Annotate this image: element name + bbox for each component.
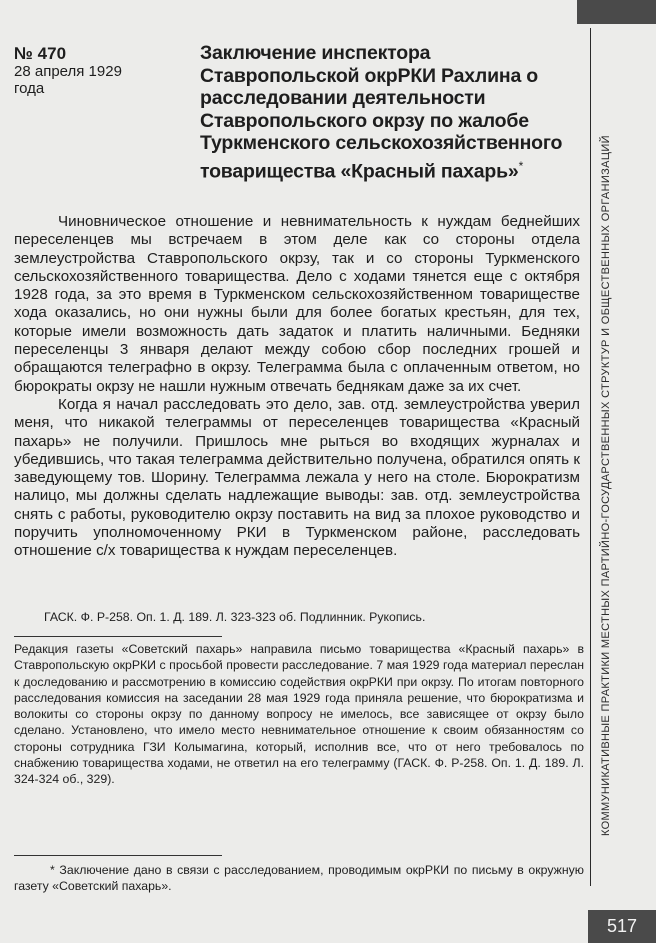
footnote-text: Заключение дано в связи с расследованием, проводимым окрРКИ по письму в окружную газету «Советский пахарь». xyxy=(14,863,584,894)
corner-tab xyxy=(577,0,656,24)
body-paragraph: Когда я начал расследовать это дело, зав. отд. землеустройства уверил меня, что никакой телеграммы от переселенцев товарищества «Красный пахарь» не получили. Пришлось мне рыться во входящих журналах и убедившись, что такая телеграмма действительно получена, обратился опять к заведующему тов. Шорину. Телеграмма лежала у него на столе. Бюрократизм налицо, мы должны сделать надлежащие выводы: зав. отд. землеустройства снять с работы, руководителю окрзу поставить на вид за плохое руководство и поручить уполномоченному РКИ в Туркменском районе, расследовать отношение с/х товарищества к нуждам переселенцев. xyxy=(14,395,580,560)
document-date: 28 апреля 1929 года xyxy=(14,63,122,97)
document-title-text: Заключение инспектора Ставропольской окрРКИ Рахлина о расследовании деятельности Ставропольского окрзу по жалобе Туркменского сельскохозяйственного товарищества «Красный пахарь» xyxy=(200,42,563,182)
document-title xyxy=(200,42,580,183)
title-footnote-mark: * xyxy=(518,158,524,173)
archival-source: ГАСК. Ф. Р-258. Оп. 1. Д. 189. Л. 323-323 об. Подлинник. Рукопись. xyxy=(44,610,426,624)
page-number: 517 xyxy=(588,910,656,943)
document-body xyxy=(14,213,580,561)
footnote-divider xyxy=(14,855,222,856)
footnote-mark: * xyxy=(50,863,55,877)
document-number: № 470 xyxy=(14,44,67,63)
note-divider xyxy=(14,636,222,637)
editorial-note: Редакция газеты «Советский пахарь» направила письмо товарищества «Красный пахарь» в Ставропольскую окрРКИ с просьбой провести расследование. 7 мая 1929 года материал переслан к доследованию и рассмотрению в комиссию содействия окрРКИ при окрзу. По итогам повторного расследования комиссия на заседании 28 мая 1929 года приняла решение, что бюрократизма и волокиты со стороны окрзу по данному вопросу не имелось, все зависящее от окрзу было сделано. Установлено, что имело место невнимательное отношение к своим обязанностям со стороны сотрудника ГЗИ Колымагина, который, исполнив все, что от него требовалось по снабжению товарищества ходами, не ответил на его телеграмму (ГАСК. Ф. Р-258. Оп. 1. Д. 189. Л. 324-324 об., 329). xyxy=(14,642,584,787)
footnote xyxy=(14,862,584,895)
body-paragraph: Чиновническое отношение и невнимательность к нуждам беднейших переселенцев мы встречаем в этом деле как со стороны отдела землеустройства Ставропольского окрзу, так и со стороны Туркменского сельскохозяйственного товарищества. Дело с ходами тянется еще с октября 1928 года, за это время в Туркменском сельскохозяйственном товариществе хода оказались, но они нужны были для более богатых крестьян, для тех, которые имели возможность дать задаток и платить наличными. Бедняки переселенцы 3 января делают между собою сбор последних грошей и обращаются телеграфно в окрзу. Телеграмма была с оплаченным ответом, но бюрократы окрзу не нашли нужным отвечать беднякам даже за их счет. xyxy=(14,213,580,395)
running-header: КОММУНИКАТИВНЫЕ ПРАКТИКИ МЕСТНЫХ ПАРТИЙНО-ГОСУДАРСТВЕННЫХ СТРУКТУР И ОБЩЕСТВЕННЫХ ОРГАНИЗАЦИЙ xyxy=(600,135,612,836)
